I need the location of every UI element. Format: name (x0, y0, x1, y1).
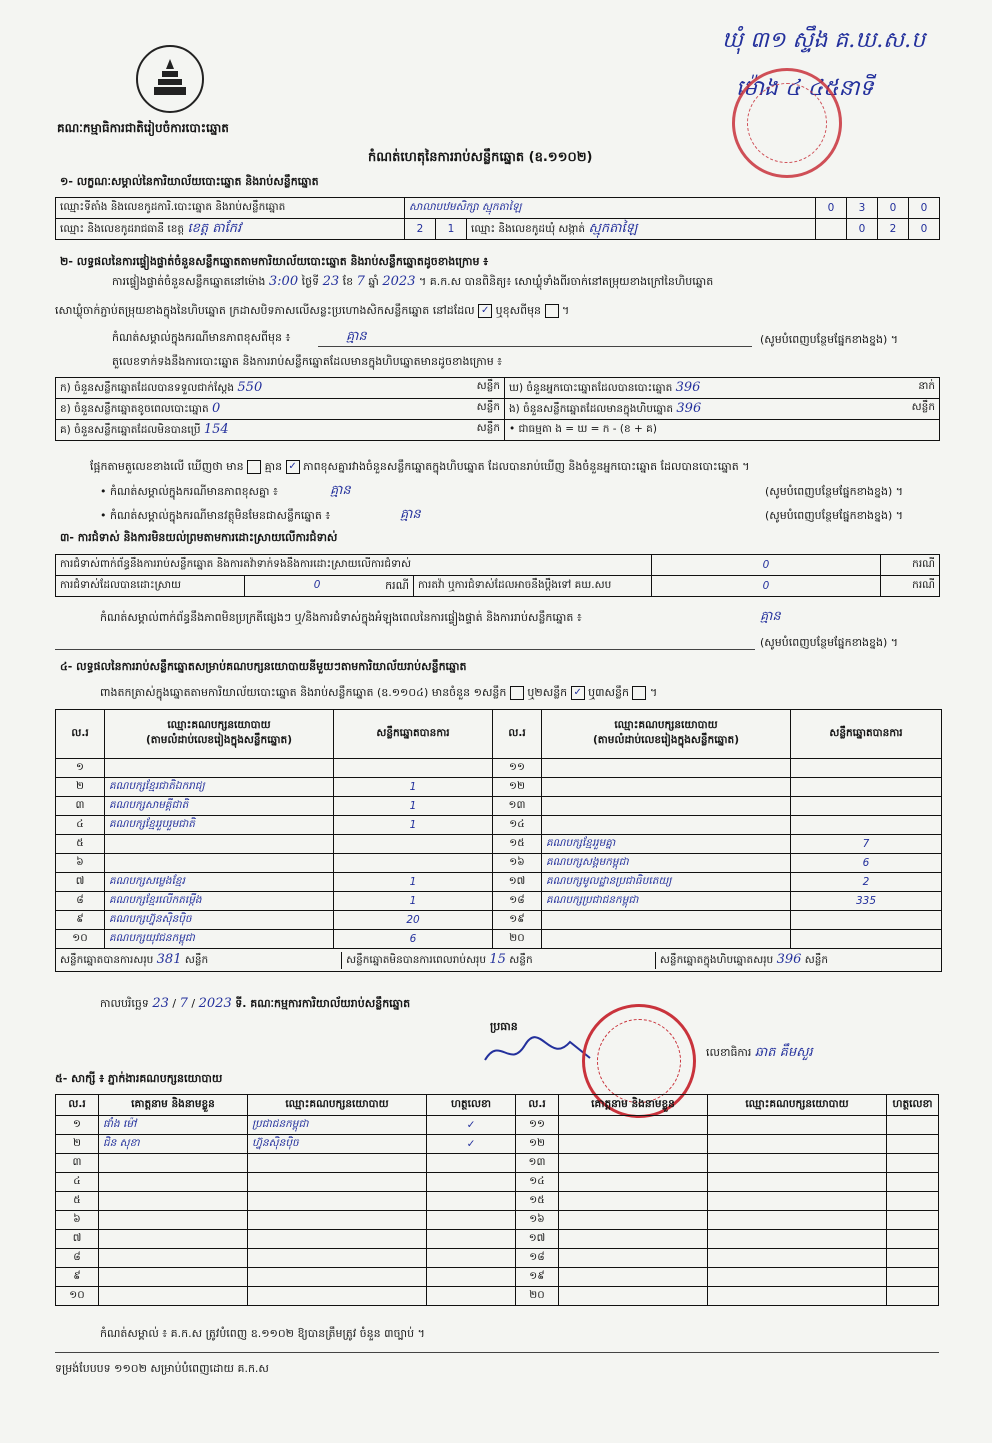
witness-name (559, 1154, 708, 1173)
dotted-line (55, 649, 755, 650)
col-votes: សន្លឹកឆ្នោតបានការ (791, 710, 942, 759)
col-sign: ហត្ថលេខា (887, 1095, 939, 1116)
table-row (56, 1211, 939, 1230)
irregularity-remark-label: កំណត់សម្គាល់ពាក់ព័ន្ធនឹងភាពមិនប្រក្រតីផ្សេងៗ ឬ/និងការជំទាស់ក្នុងអំឡុងពេលនៃការផ្ទៀងផ្ទាត់ និងការរាប់សន្លឹកឆ្នោត ៖ (100, 611, 582, 624)
official-stamp-top (732, 68, 842, 178)
row-no: ១៩ (493, 911, 542, 930)
party-name (542, 797, 791, 816)
figure-gho: ឃ) ចំនួនអ្នកបោះឆ្នោតដែលបានបោះឆ្នោត 396 នាក់ (505, 378, 940, 399)
row-no: ១០ (56, 930, 105, 949)
bullet1-label: • កំណត់សម្គាល់ក្នុងករណីមានភាពខុសគ្នា ៖ (100, 485, 278, 498)
party-name: គណបក្សសង្គមកម្ពុជា (542, 854, 791, 873)
witness-signature: ✓ (427, 1116, 516, 1135)
location-code-digit: 0 (909, 198, 940, 219)
handwritten-note-1: ឃុំ ៣១ ស្ទឹង គ.ឃ.ស.ប (722, 28, 926, 53)
witness-signature (887, 1211, 939, 1230)
row-no: ១៧ (493, 873, 542, 892)
table-row (56, 1268, 939, 1287)
table-row (56, 1192, 939, 1211)
col-party: ឈ្មោះគណបក្សនយោបាយ (708, 1095, 887, 1116)
party-name: គណបក្សសម្លេងខ្មែរ (105, 873, 334, 892)
witness-party (248, 1249, 427, 1268)
witness-name (559, 1249, 708, 1268)
table-row (56, 911, 942, 930)
secretary-line: លេខាធិការ ឆាត គឹមសួរ (706, 1045, 813, 1060)
handwritten-note-2: ម៉ោង ៤ ៤៥នាទី (736, 76, 874, 101)
witness-party (708, 1192, 887, 1211)
section4-title: ៤- លទ្ធផលនៃការរាប់សន្លឹកឆ្នោតសម្រាប់គណបក្សនយោបាយនីមួយៗតាមការិយាល័យរាប់សន្លឹកឆ្នោត (60, 660, 467, 673)
row-no: ១១ (516, 1116, 559, 1135)
witness-party (248, 1268, 427, 1287)
irregularity-note: (សូមបំពេញបន្ថែមផ្នែកខាងខ្នង) ។ (760, 636, 899, 649)
witness-party (248, 1154, 427, 1173)
col-sign: ហត្ថលេខា (427, 1095, 516, 1116)
chair-label: ប្រធាន (490, 1020, 518, 1033)
figure-ka: ក) ចំនួនសន្លឹកឆ្នោតដែលបានទទួលជាក់ស្តែង 550 សន្លឹក (56, 378, 505, 399)
commune-code-digit: 0 (847, 219, 878, 240)
witness-name (559, 1192, 708, 1211)
row-no: ២០ (516, 1287, 559, 1306)
row-no: ១០ (56, 1287, 99, 1306)
bullet2-value: គ្មាន (400, 507, 421, 522)
col-votes: សន្លឹកឆ្នោតបានការ (334, 710, 493, 759)
witness-name (559, 1287, 708, 1306)
one-sheet-checkbox[interactable] (510, 686, 524, 700)
party-name: គណបក្សប្រជាជនកម្ពុជា (542, 892, 791, 911)
bullet1-note: (សូមបំពេញបន្ថែមផ្នែកខាងខ្នង) ។ (765, 485, 904, 498)
row-no: ១១ (493, 759, 542, 778)
vote-count: 1 (334, 778, 493, 797)
col-party: ឈ្មោះគណបក្សនយោបាយ (តាមលំដាប់លេខរៀងក្នុងសន្លឹកឆ្នោត) (105, 710, 334, 759)
vote-count: 1 (334, 797, 493, 816)
objections-value: 0 (652, 555, 881, 576)
party-name: គណបក្សខ្មែររួបរួមជាតិ (105, 816, 334, 835)
row-no: ៨ (56, 892, 105, 911)
col-no: ល.រ (516, 1095, 559, 1116)
witness-name (559, 1173, 708, 1192)
row-no: ១៨ (493, 892, 542, 911)
witness-signature (427, 1173, 516, 1192)
page-title: កំណត់ហេតុនៃការរាប់សន្លឹកឆ្នោត (ឧ.១១០២) (368, 150, 593, 165)
party-name (105, 854, 334, 873)
table-row (56, 778, 942, 797)
party-name (105, 835, 334, 854)
row-no: ៤ (56, 816, 105, 835)
table-row (56, 1230, 939, 1249)
formula: • ជាធម្មតា ង = ឃ = ក - (ខ + គ) (505, 420, 940, 441)
vote-count: 6 (791, 854, 942, 873)
province-code-digit: 2 (405, 219, 436, 240)
vote-count (791, 778, 942, 797)
row-no: ៩ (56, 911, 105, 930)
resolved-label: ការជំទាស់ដែលបានដោះស្រាយ (56, 576, 245, 597)
section2-title: ២- លទ្ធផលនៃការផ្ទៀងផ្ទាត់ចំនួនសន្លឹកឆ្នោតតាមការិយាល័យបោះឆ្នោត និងរាប់សន្លឹកឆ្នោតដូចខាងក្រោម ៖ (60, 255, 489, 268)
col-party: ឈ្មោះគណបក្សនយោបាយ (248, 1095, 427, 1116)
witness-party (708, 1154, 887, 1173)
unit: ករណី (881, 555, 940, 576)
witness-signature (887, 1230, 939, 1249)
row-no: ១ (56, 1116, 99, 1135)
table-row (56, 1154, 939, 1173)
witness-signature (427, 1154, 516, 1173)
total-valid: សន្លឹកឆ្នោតបានការសរុប 381 សន្លឹក (56, 952, 342, 969)
row-no: ៦ (56, 854, 105, 873)
figure-ngo: ង) ចំនួនសន្លឹកឆ្នោតដែលមានក្នុងហិបឆ្នោត 396 សន្លឹក (505, 399, 940, 420)
figure-ko: គ) ចំនួនសន្លឹកឆ្នោតដែលមិនបានប្រើ 154 សន្លឹក (56, 420, 505, 441)
witness-party (708, 1268, 887, 1287)
witness-name: ផាំង ម៉ៅ (99, 1116, 248, 1135)
vote-count: 20 (334, 911, 493, 930)
witness-signature (427, 1192, 516, 1211)
totals-row (56, 949, 942, 972)
commune-code-digit: 0 (909, 219, 940, 240)
seal-check-line: សោឃ្លុំចាក់ភ្ជាប់តម្រុយខាងក្នុងនៃហិបឆ្នោត ក្រដាសបិទភាសលើសន្លះប្រហោងសិកសន្លឹកឆ្នោត នៅដដែល ✓ ឬខុសពីមុន ។ (55, 304, 570, 317)
col-name: គោត្តនាម និងនាមខ្លួន (99, 1095, 248, 1116)
row-no: ១៤ (516, 1173, 559, 1192)
party-name: គណបក្សខ្មែរជាតិឯករាជ្យ (105, 778, 334, 797)
row-no: ៨ (56, 1249, 99, 1268)
row-no: ៥ (56, 835, 105, 854)
row-no: ២០ (493, 930, 542, 949)
table-row (56, 892, 942, 911)
row-no: ៣ (56, 797, 105, 816)
ballot-figures-table (55, 377, 940, 441)
three-sheets-checkbox[interactable] (632, 686, 646, 700)
table-row (56, 835, 942, 854)
figure-kha: ខ) ចំនួនសន្លឹកឆ្នោតខូចពេលបោះឆ្នោត 0 សន្លឹក (56, 399, 505, 420)
witness-party (708, 1135, 887, 1154)
table-row (56, 930, 942, 949)
vote-count (791, 930, 942, 949)
party-name: គណបក្សខ្មែរលើកតម្កើង (105, 892, 334, 911)
location-value: សាលាបឋមសិក្សា ស្មុកតាឡៃ (405, 198, 816, 219)
location-code-digit: 3 (847, 198, 878, 219)
footnote: កំណត់សម្គាល់ ៖ គ.ក.ស ត្រូវបំពេញ ឧ.១១០២ ឱ្យបានត្រឹមត្រូវ ចំនួន ៣ច្បាប់ ។ (100, 1327, 425, 1340)
row-no: ១៣ (516, 1154, 559, 1173)
dotted-line (318, 346, 752, 347)
appeal-label: ការតវ៉ា ឬការជំទាស់ដែលអាចនឹងប្តឹងទៅ គឃ.សប (414, 576, 652, 597)
party-name (542, 759, 791, 778)
party-name (105, 759, 334, 778)
objections-label: ការជំទាស់ពាក់ព័ន្ធនឹងការរាប់សន្លឹកឆ្នោត និងការតវ៉ាទាក់ទងនឹងការដោះស្រាយលើការជំទាស់ (56, 555, 652, 576)
location-code-digit: 0 (816, 198, 847, 219)
vote-count (334, 854, 493, 873)
nec-logo (136, 45, 204, 113)
party-name: គណបក្សខ្មែររួមគ្នា (542, 835, 791, 854)
vote-count (791, 759, 942, 778)
row-no: ១៣ (493, 797, 542, 816)
has-discrepancy-checkbox[interactable] (247, 460, 261, 474)
witness-signature (887, 1249, 939, 1268)
vote-count: 335 (791, 892, 942, 911)
row-no: ៩ (56, 1268, 99, 1287)
col-name: គោត្តនាម និងនាមខ្លួន (559, 1095, 708, 1116)
witness-name (99, 1268, 248, 1287)
witness-signature (887, 1287, 939, 1306)
row-no: ១៨ (516, 1249, 559, 1268)
witness-signature (427, 1230, 516, 1249)
row-no: ១៥ (493, 835, 542, 854)
bullet1-value: គ្មាន (330, 483, 351, 498)
vote-count: 1 (334, 873, 493, 892)
table-row (56, 1287, 939, 1306)
verification-line: ការផ្ទៀងផ្ទាត់ចំនួនសន្លឹកឆ្នោតនៅម៉ោង 3:00 ថ្ងៃទី 23 ខែ 7 ឆ្នាំ 2023 ។ គ.ក.ស បានពិនិត្យ៖ សោឃ្លុំទាំងពីរចាក់នៅតម្រុយខាងក្រៅនៃហិបឆ្នោត (112, 274, 714, 289)
row-no: ២ (56, 1135, 99, 1154)
location-code-digit: 0 (878, 198, 909, 219)
party-results-table (55, 709, 942, 972)
bullet2-note: (សូមបំពេញបន្ថែមផ្នែកខាងខ្នង) ។ (765, 509, 904, 522)
vote-count (791, 797, 942, 816)
party-name: គណបក្សមូលដ្ឋានប្រជាធិបតេយ្យ (542, 873, 791, 892)
sheet-count-line: ពាងតកត្រាស់ក្នុងឆ្នោតតាមការិយាល័យបោះឆ្នោត និងរាប់សន្លឹកឆ្នោត (ឧ.១១០៤) មានចំនួន ១សន្លឹក ឬ២សន្លឹក ✓ ឬ៣សន្លឹក ។ (100, 686, 658, 699)
table-row (56, 1249, 939, 1268)
vote-count (791, 816, 942, 835)
location-table (55, 197, 940, 240)
witness-signature (427, 1211, 516, 1230)
col-no: ល.រ (56, 710, 105, 759)
row-no: ៥ (56, 1192, 99, 1211)
vote-count (791, 911, 942, 930)
party-name (542, 778, 791, 797)
witness-name (559, 1230, 708, 1249)
temple-emblem-icon (146, 55, 194, 103)
figures-intro: តួលេខទាក់ទងនឹងការបោះឆ្នោត និងការរាប់សន្លឹកឆ្នោតដែលមានក្នុងហិបឆ្នោតមានដូចខាងក្រោម ៖ (112, 355, 503, 368)
vote-count: 7 (791, 835, 942, 854)
witness-name (99, 1192, 248, 1211)
witness-party: ប្រជាជនកម្ពុជា (248, 1116, 427, 1135)
table-row (56, 873, 942, 892)
table-row (56, 1116, 939, 1135)
location-label: ឈ្មោះទីតាំង និងលេខកូដការិ.បោះឆ្នោត និងរាប់សន្លឹកឆ្នោត (56, 198, 405, 219)
witness-party (708, 1173, 887, 1192)
commune-code-digit: 2 (878, 219, 909, 240)
resolved-value: 0 ករណី (245, 576, 414, 597)
no-discrepancy-checkbox[interactable]: ✓ (286, 460, 300, 474)
witness-signature (887, 1268, 939, 1287)
witness-party (248, 1230, 427, 1249)
witness-table (55, 1094, 939, 1306)
unit: ករណី (881, 576, 940, 597)
total-invalid: សន្លឹកឆ្នោតមិនបានការពេលរាប់សរុប 15 សន្លឹក (342, 952, 656, 969)
irregularity-remark-value: គ្មាន (760, 609, 781, 624)
form-note: ទម្រង់បែបបទ ១១០២ សម្រាប់បំពេញដោយ គ.ក.ស (55, 1362, 269, 1375)
changed-checkbox[interactable] (545, 304, 559, 318)
witness-party (248, 1211, 427, 1230)
witness-party (708, 1249, 887, 1268)
bullet2-label: • កំណត់សម្គាល់ក្នុងករណីមានវត្ថុមិនមែនជាសន្លឹកឆ្នោត ៖ (100, 509, 331, 522)
witness-party (708, 1211, 887, 1230)
back-note: (សូមបំពេញបន្ថែមផ្នែកខាងខ្នង) ។ (760, 333, 899, 346)
row-no: ២ (56, 778, 105, 797)
witness-name (99, 1173, 248, 1192)
witness-name (559, 1116, 708, 1135)
table-row (56, 797, 942, 816)
section5-title: ៥- សាក្សី ៖ ភ្នាក់ងារគណបក្សនយោបាយ (55, 1072, 223, 1085)
vote-count: 1 (334, 816, 493, 835)
date-line: កាលបរិច្ឆេទ 23 / 7 / 2023 ទី. គណៈកម្មការការិយាល័យរាប់សន្លឹកឆ្នោត (100, 996, 411, 1011)
vote-count: 1 (334, 892, 493, 911)
witness-signature (427, 1287, 516, 1306)
witness-signature (427, 1268, 516, 1287)
party-name: គណបក្សហ្វ៊ុនស៊ិនប៉ិច (105, 911, 334, 930)
difference-remark-label: កំណត់សម្គាល់ក្នុងករណីមានភាពខុសពីមុន ៖ (112, 331, 291, 344)
row-no: ១ (56, 759, 105, 778)
commune-label: ឈ្មោះ និងលេខកូដឃុំ សង្កាត់ ស្មុកតាឡៃ (467, 219, 816, 240)
row-no: ៦ (56, 1211, 99, 1230)
witness-name (99, 1230, 248, 1249)
party-name (542, 911, 791, 930)
section3-title: ៣- ការជំទាស់ និងការមិនយល់ព្រមតាមការដោះស្រាយលើការជំទាស់ (60, 531, 338, 544)
party-name: គណបក្សយុវជនកម្ពុជា (105, 930, 334, 949)
witness-signature (887, 1154, 939, 1173)
row-no: ១៩ (516, 1268, 559, 1287)
table-row (56, 1173, 939, 1192)
commission-name: គណៈកម្មាធិការជាតិរៀបចំការបោះឆ្នោត (57, 121, 229, 135)
witness-party (248, 1192, 427, 1211)
row-no: ៧ (56, 873, 105, 892)
witness-party (708, 1116, 887, 1135)
witness-signature (887, 1116, 939, 1135)
witness-name (559, 1211, 708, 1230)
witness-name (99, 1211, 248, 1230)
row-no: ៧ (56, 1230, 99, 1249)
table-row (56, 816, 942, 835)
appeal-value: 0 (652, 576, 881, 597)
witness-party (708, 1230, 887, 1249)
row-no: ១២ (516, 1135, 559, 1154)
vote-count (334, 835, 493, 854)
witness-signature (427, 1249, 516, 1268)
objections-table (55, 554, 940, 597)
witness-signature (887, 1135, 939, 1154)
witness-party (248, 1287, 427, 1306)
witness-name (559, 1135, 708, 1154)
row-no: ១៦ (493, 854, 542, 873)
total-in-box: សន្លឹកឆ្នោតក្នុងហិបឆ្នោតសរុប 396 សន្លឹក (659, 951, 829, 967)
row-no: ១៥ (516, 1192, 559, 1211)
witness-name (99, 1287, 248, 1306)
witness-party (708, 1287, 887, 1306)
difference-remark-value: គ្មាន (346, 329, 367, 344)
row-no: ១៤ (493, 816, 542, 835)
table-row (56, 759, 942, 778)
witness-name (99, 1154, 248, 1173)
row-no: ៣ (56, 1154, 99, 1173)
witness-party: ហ្វ៊ុនស៊ិនប៉ិច (248, 1135, 427, 1154)
witness-name (99, 1249, 248, 1268)
vote-count (334, 759, 493, 778)
province-value: ខេត្ត តាកែវ (187, 220, 242, 236)
discrepancy-line: ផ្អែកតាមតួលេខខាងលើ ឃើញថា មាន គ្មាន ✓ ភាពខុសគ្នារវាងចំនួនសន្លឹកឆ្នោតក្នុងហិបឆ្នោត ដែលបានរាប់ឃើញ និងចំនួនអ្នកបោះឆ្នោត ដែលបានបោះឆ្នោត ។ (90, 460, 750, 473)
table-row (56, 1135, 939, 1154)
party-name (542, 816, 791, 835)
col-no: ល.រ (493, 710, 542, 759)
province-code-digit: 1 (436, 219, 467, 240)
two-sheets-checkbox[interactable]: ✓ (571, 686, 585, 700)
witness-signature: ✓ (427, 1135, 516, 1154)
row-no: ១៧ (516, 1230, 559, 1249)
vote-count: 6 (334, 930, 493, 949)
witness-name (559, 1268, 708, 1287)
row-no: ៤ (56, 1173, 99, 1192)
divider (55, 1352, 939, 1353)
witness-signature (887, 1192, 939, 1211)
row-no: ១២ (493, 778, 542, 797)
table-row (56, 854, 942, 873)
col-no: ល.រ (56, 1095, 99, 1116)
witness-party (248, 1173, 427, 1192)
province-label: ឈ្មោះ និងលេខកូដរាជធានី ខេត្ត ខេត្ត តាកែវ (56, 219, 405, 240)
col-party: ឈ្មោះគណបក្សនយោបាយ (តាមលំដាប់លេខរៀងក្នុងសន្លឹកឆ្នោត) (542, 710, 791, 759)
witness-signature (887, 1173, 939, 1192)
party-name: គណបក្សសាមគ្គីជាតិ (105, 797, 334, 816)
section1-title: ១- លក្ខណៈសម្គាល់នៃការិយាល័យបោះឆ្នោត និងរាប់សន្លឹកឆ្នោត (60, 175, 319, 188)
unchanged-checkbox[interactable]: ✓ (478, 304, 492, 318)
witness-name: ជិន សុខា (99, 1135, 248, 1154)
vote-count: 2 (791, 873, 942, 892)
party-name (542, 930, 791, 949)
row-no: ១៦ (516, 1211, 559, 1230)
